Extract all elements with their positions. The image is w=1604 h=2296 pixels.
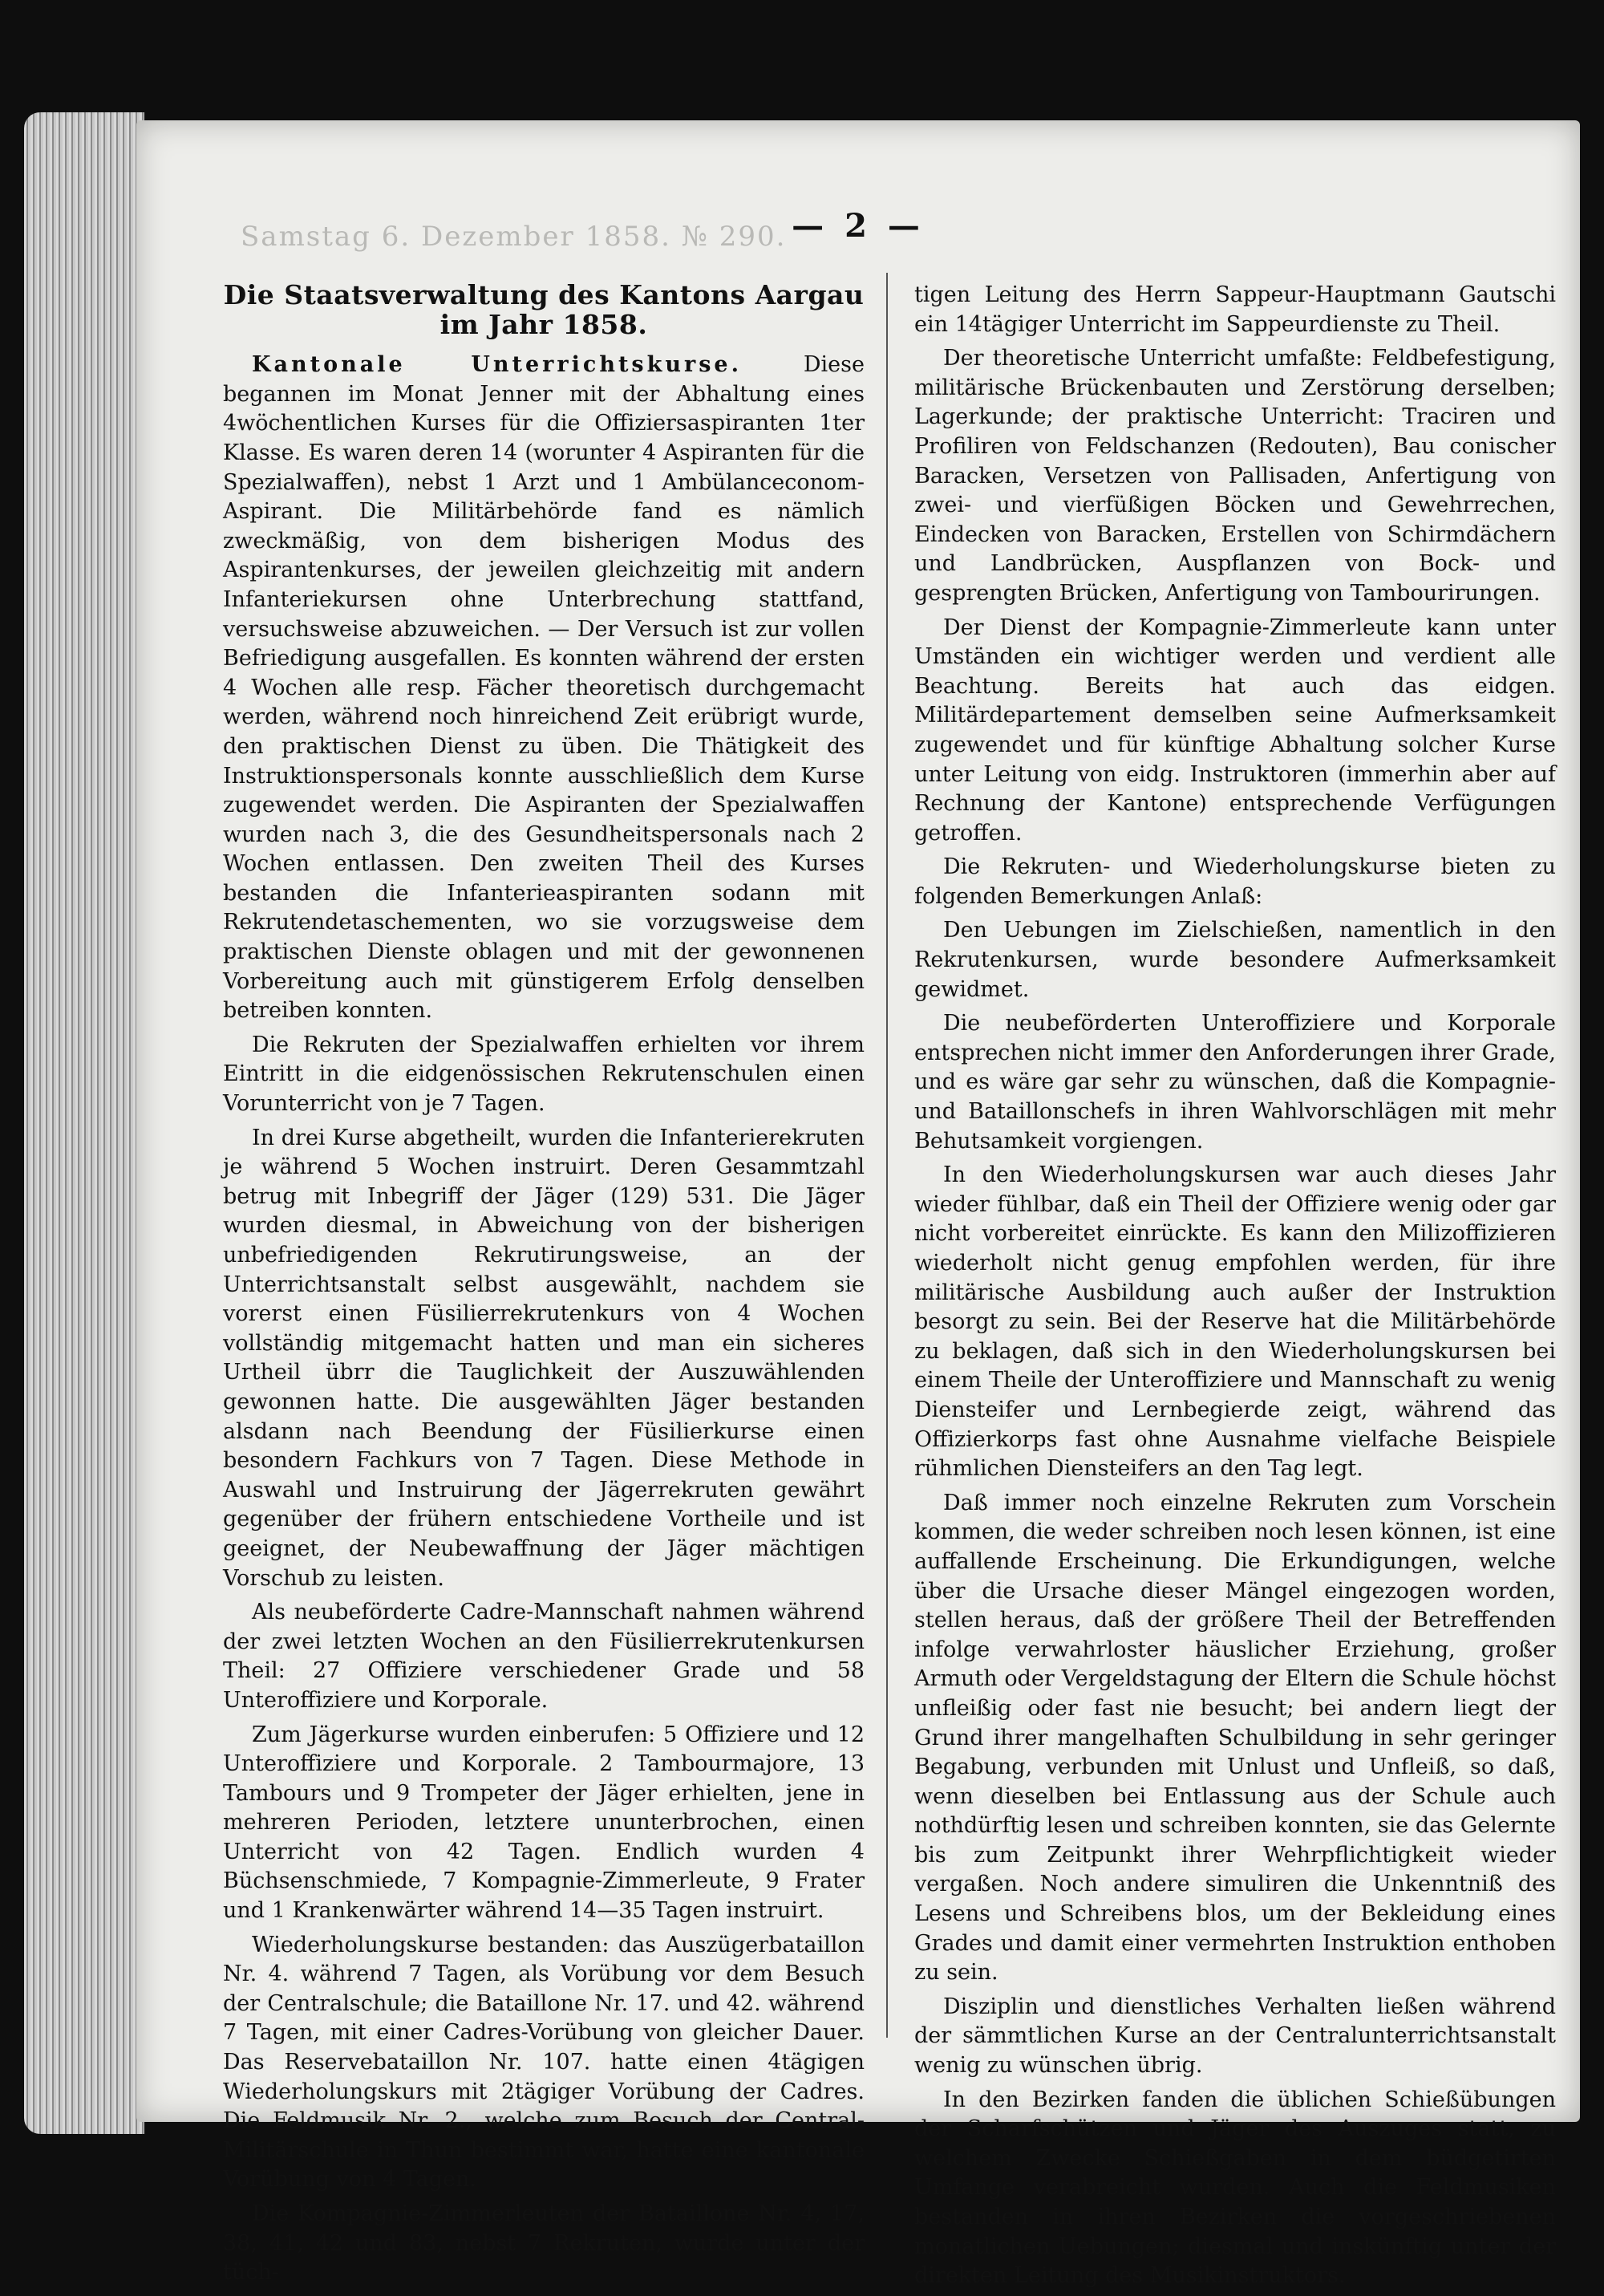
paragraph: Als neubeförderte Cadre-Mannschaft nahmen während der zwei letzten Wochen an den Füsilierrekrutenkursen Theil: 27 Offiziere verschiedener Grade und 58 Unteroffiziere und Korporale. xyxy=(223,1600,865,1713)
newspaper-page xyxy=(136,120,1580,2289)
paragraph: In den Wiederholungskursen war auch dieses Jahr wieder fühlbar, daß ein Theil der Offiziere wenig oder gar nicht vorbereitet einrückte. Es kann den Milizoffizieren wiederholt nicht genug empfohlen werden, für ihre militärische Ausbildung auch außer der Instruktion besorgt zu sein. Bei der Reserve hat die Militärbehörde zu beklagen, daß sich in den Wiederholungskursen bei einem Theile der Unteroffiziere und Mannschaft zu wenig Diensteifer und Lernbegierde zeigt, während das Offizierkorps fast ohne Ausnahme vielfache Beispiele rühmlichen Diensteifers an den Tag legt. xyxy=(914,1162,1556,1482)
left-column xyxy=(223,281,865,2293)
paragraph: Daß immer noch einzelne Rekruten zum Vorschein kommen, die weder schreiben noch lesen können, ist eine auffallende Erscheinung. Die Erkundigungen, welche über die Ursache dieser Mängel eingezogen worden, stellen heraus, daß der größere Theil der Betreffenden infolge verwahrloster häuslicher Erziehung, großer Armuth oder Vergeldstagung der Eltern die Schule höchst unfleißig oder fast nie besucht; bei andern liegt der Grund ihrer mangelhaften Schulbildung in sehr geringer Begabung, verbunden mit Unlust und Unfleiß, so daß, wenn dieselben bei Entlassung aus der Schule auch nothdürftig lesen und schreiben konnten, sie das Gelernte bis zum Zeitpunkt ihrer Wehrpflichtigkeit wieder vergaßen. Noch andere simuliren die Unkenntniß des Lesens und Schreibens blos, um der Bekleidung eines Grades und damit einer vermehrten Instruktion enthoben zu sein. xyxy=(914,1490,1556,1986)
paragraph: In den Bezirken fanden die üblichen Schießübungen der Scharfschützen und Jäger des Auszuges statt, zu welchem Zwecke Schießgaben in dem büdgetirten Umfange verabreicht wurden. Auch die Feldmusiken bestanden in ihren Bezirken die vorgeschriebenen monatlichen Uebungen; diesmal und inskünftig unter der direkten Leitung des Musikinstruktors. xyxy=(914,2087,1556,2289)
paragraph: Wiederholungskurse bestanden: das Auszügerbataillon Nr. 4. während 7 Tagen, als Vorübung vor dem Besuch der Centralschule; die Bataillone Nr. 17. und 42. während 7 Tagen, mit einer Cadres-Vorübung von gleicher Dauer. Das Reservebataillon Nr. 107. hatte einen 4tägigen Wiederholungskurs mit 2tägiger Vorübung der Cadres. Die Feldmusik Nr. 2., welche zum Besuch der Central-Militärschule in Thun bestimmt war, hatte eine kantonale Vorübung von 4 Tagen. xyxy=(223,1932,865,2193)
paragraph: tigen Leitung des Herrn Sappeur-Hauptmann Gautschi ein 14tägiger Unterricht im Sappeurdienste zu Theil. xyxy=(914,282,1556,337)
paragraph: Disziplin und dienstliches Verhalten ließen während der sämmtlichen Kurse an der Centralunterrichtsanstalt wenig zu wünschen übrig. xyxy=(914,1994,1556,2079)
paragraph: Den Uebungen im Zielschießen, namentlich in den Rekrutenkursen, wurde besondere Aufmerksamkeit gewidmet. xyxy=(914,918,1556,1002)
paragraph: Der theoretische Unterricht umfaßte: Feldbefestigung, militärische Brückenbauten und Zerstörung derselben; Lagerkunde; der praktische Unterricht: Traciren und Profiliren von Feldschanzen (Redouten), Bau conischer Baracken, Versetzen von Pallisaden, Anfertigung von zwei- und vierfüßigen Böcken und Gewehrrechen, Eindecken von Baracken, Erstellen von Schirmdächern und Landbrücken, Auspflanzen von Bock- und gesprengten Brücken, Anfertigung von Tambourirungen. xyxy=(914,346,1556,606)
paragraph: Die Rekruten der Spezialwaffen erhielten vor ihrem Eintritt in die eidgenössischen Rekrutenschulen einen Vorunterricht von je 7 Tagen. xyxy=(223,1032,865,1117)
book-page-edges xyxy=(24,112,144,2134)
section-lead: Kantonale Unterrichtskurse. xyxy=(252,352,742,378)
paragraph: In drei Kurse abgetheilt, wurden die Infanterierekruten je während 5 Wochen instruirt. Deren Gesammtzahl betrug mit Inbegriff der Jäger (129) 531. Die Jäger wurden diesmal, in Abweichung von der bisherigen unbefriedigenden Rekrutirungsweise, an der Unterrichtsanstalt selbst ausgewählt, nachdem sie vorerst einen Füsilierrekrutenkurs von 4 Wochen vollständig mitgemacht hatten und man ein sicheres Urtheil übrr die Tauglichkeit der Auszuwählenden gewonnen hatte. Die ausgewählten Jäger bestanden alsdann nach Beendung der Füsilierkurse einen besondern Fachkurs von 7 Tagen. Diese Methode in Auswahl und Instruirung der Jägerrekruten gewährt gegenüber der frühern entschiedene Vortheile und ist geeignet, der Neubewaffnung der Jäger mächtigen Vorschub zu leisten. xyxy=(223,1125,865,1591)
bleed-through-header: Samstag 6. Dezember 1858. № 290. xyxy=(241,221,787,253)
article-title: Die Staatsverwaltung des Kantons Aargau im Jahr 1858. xyxy=(223,279,865,340)
column-divider xyxy=(886,273,888,2038)
paragraph: Der Dienst der Kompagnie-Zimmerleute kann unter Umständen ein wichtiger werden und verdient alle Beachtung. Bereits hat auch das eidgen. Militärdepartement demselben seine Aufmerksamkeit zugewendet und für künftige Abhaltung solcher Kurse unter Leitung von eidg. Instruktoren (immerhin aber auf Rechnung der Kantone) entsprechende Verfügungen getroffen. xyxy=(914,615,1556,846)
page-number: — 2 — xyxy=(792,207,925,245)
paragraph: Die Kompagnie-Zimmerleuten der Bataillone Nr. 4, 17, 38, 41, 42 und 83, nebst 7 Rekruten, wurde unter der tüch- xyxy=(223,2201,865,2286)
paragraph: Die neubeförderten Unteroffiziere und Korporale entsprechen nicht immer den Anforderungen ihrer Grade, und es wäre gar sehr zu wünschen, daß die Kompagnie- und Bataillonschefs in ihren Wahlvorschlägen mit mehr Behutsamkeit vorgiengen. xyxy=(914,1011,1556,1154)
paragraph: Zum Jägerkurse wurden einberufen: 5 Offiziere und 12 Unteroffiziere und Korporale. 2 Tambourmajore, 13 Tambours und 9 Trompeter der Jäger erhielten, jene in mehreren Perioden, letztere ununterbrochen, einen Unterricht von 42 Tagen. Endlich wurden 4 Büchsenschmiede, 7 Kompagnie-Zimmerleute, 9 Frater und 1 Krankenwärter während 14—35 Tagen instruirt. xyxy=(223,1722,865,1924)
right-column xyxy=(914,281,1556,2296)
paragraph: Die Rekruten- und Wiederholungskurse bieten zu folgenden Bemerkungen Anlaß: xyxy=(914,854,1556,909)
paragraph: Kantonale Unterrichtskurse. Diese begannen im Monat Jenner mit der Abhaltung eines 4wöchentlichen Kurses für die Offiziersaspiranten 1ter Klasse. Es waren deren 14 (worunter 4 Aspiranten für die Spezialwaffen), nebst 1 Arzt und 1 Ambülanceconom-Aspirant. Die Militärbehörde fand es nämlich zweckmäßig, von dem bisherigen Modus des Aspirantenkurses, der jeweilen gleichzeitig mit andern Infanteriekursen ohne Unterbrechung stattfand, versuchsweise abzuweichen. — Der Versuch ist zur vollen Befriedigung ausgefallen. Es konnten während der ersten 4 Wochen alle resp. Fächer theoretisch durchgemacht werden, während noch hinreichend Zeit erübrigt wurde, den praktischen Dienst zu üben. Die Thätigkeit des Instruktionspersonals konnte ausschließlich dem Kurse zugewendet werden. Die Aspiranten der Spezialwaffen wurden nach 3, die des Gesundheitspersonals nach 2 Wochen entlassen. Den zweiten Theil des Kurses bestanden die Infanterieaspiranten sodann mit Rekrutendetaschementen, wo sie vorzugsweise dem praktischen Dienste oblagen und mit der gewonnenen Vorbereitung auch mit günstigerem Erfolg denselben betreiben konnten. xyxy=(223,352,865,1024)
